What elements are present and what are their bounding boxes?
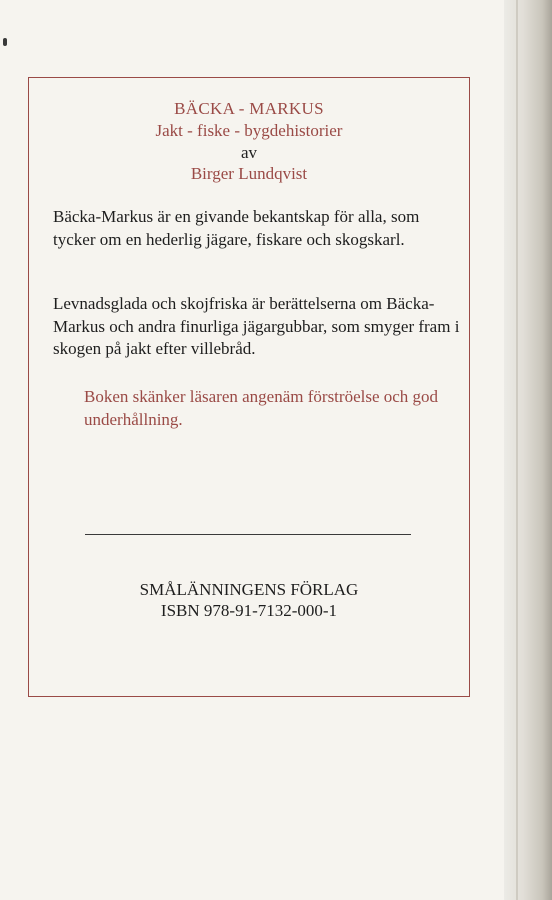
- by-label: av: [240, 143, 258, 162]
- book-spine: [504, 0, 552, 900]
- book-title: BÄCKA - MARKUS: [174, 99, 324, 118]
- publisher-name: SMÅLÄNNINGENS FÖRLAG: [139, 580, 359, 599]
- isbn-number: ISBN 978-91-7132-000-1: [160, 601, 338, 620]
- spine-edge: [516, 0, 518, 900]
- blurb-paragraph-2: Levnadsglada och skojfriska är berättelserna om Bäcka-Markus och andra finurliga jägargubbar, som smyger fram i skogen på jakt efter villebråd.: [53, 294, 460, 358]
- page-mark: [3, 38, 7, 46]
- book-subtitle: Jakt - fiske - bygdehistorier: [155, 121, 343, 140]
- blurb-paragraph-3: Boken skänker läsaren angenäm förströelse och god underhållning.: [84, 387, 439, 429]
- blurb-paragraph-1: Bäcka-Markus är en givande bekantskap för alla, som tycker om en hederlig jägare, fiskare och skogskarl.: [53, 207, 420, 249]
- author-name: Birger Lundqvist: [190, 164, 308, 183]
- divider-rule: [85, 534, 411, 535]
